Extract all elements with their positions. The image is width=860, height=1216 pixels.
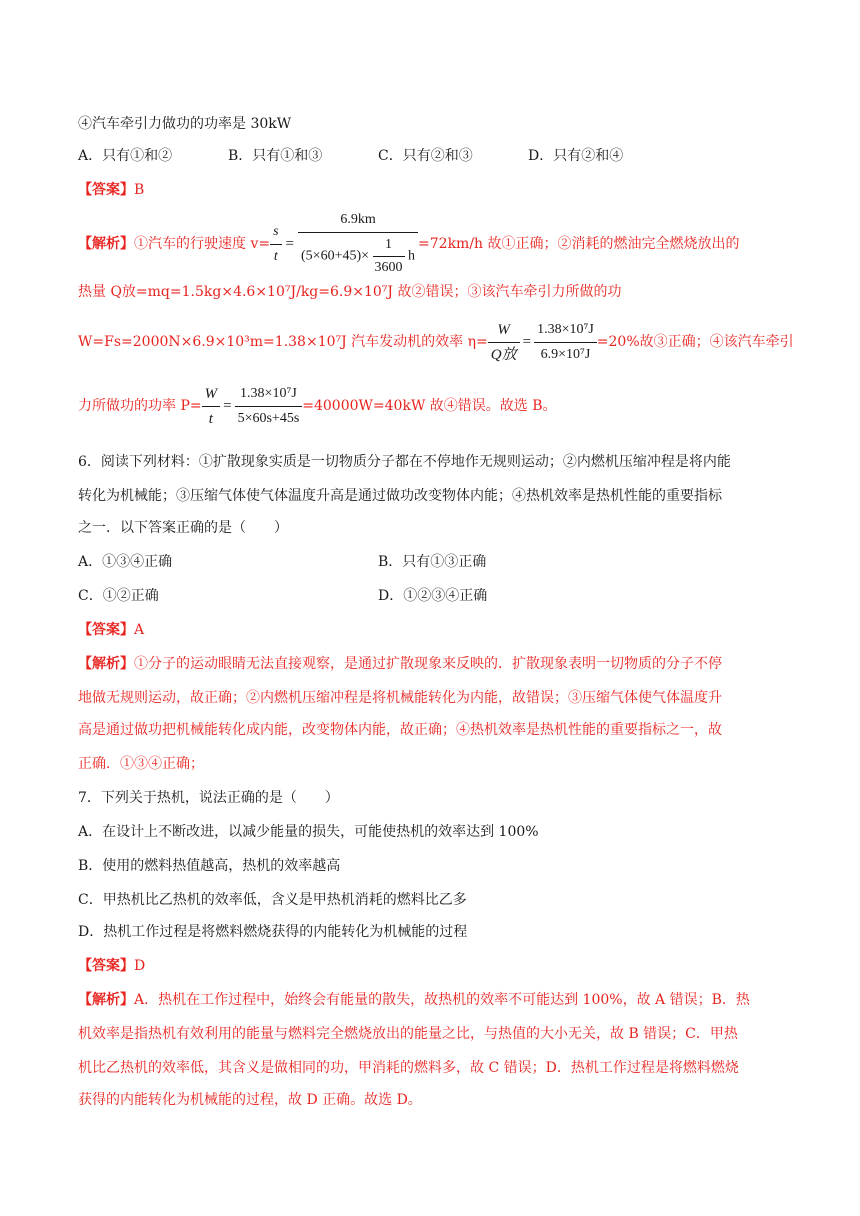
q6-option-c: C．①②正确 (78, 588, 159, 604)
q5-answer (78, 180, 784, 200)
q6-answer (78, 620, 784, 640)
analysis-tag: 【解析】 (78, 656, 134, 672)
answer-tag: 【答案】 (78, 958, 134, 974)
q7-analysis-line-3: 机比乙热机的效率低，其含义是做相同的功，甲消耗的燃料多，故 C 错误；D．热机工作过程是将燃料燃烧 (78, 1060, 739, 1076)
q7-option-c: C．甲热机比乙热机的效率低，含义是甲热机消耗的燃料比乙多 (78, 892, 467, 908)
q5-option-a: A．只有①和② (78, 148, 173, 164)
q6-stem-line-1: 6．阅读下列材料：①扩散现象实质是一切物质分子都在不停地作无规则运动；②内燃机压缩冲程是将内能 (78, 454, 731, 470)
fraction-one-over-3600: $\frac{1}{3600}$ (374, 237, 403, 275)
q6-stem-line-2: 转化为机械能；③压缩气体使气体温度升高是通过做功改变物体内能；④热机效率是热机性能的重要指标 (78, 488, 722, 504)
q6-stem-line-3: 之一．以下答案正确的是（ ） (78, 520, 288, 536)
q5-analysis-line-4: 力所做功的功率 P= $\frac{W}{t}$ = $\frac{\text{1.38×10⁷J}}{5\times 60s+45s}$ =40000W=40kW 故④错误。故选 B。 (78, 385, 557, 427)
fraction-s-over-t: $\frac{s}{t}$ (270, 222, 281, 267)
analysis-tag: 【解析】 (78, 236, 134, 252)
q7-option-d: D．热机工作过程是将燃料燃烧获得的内能转化为机械能的过程 (78, 924, 468, 940)
q7-analysis-line-4: 获得的内能转化为机械能的过程，故 D 正确。故选 D。 (78, 1092, 422, 1108)
fraction-w-over-t: $\frac{W}{t}$ (202, 384, 221, 429)
analysis-tag: 【解析】 (78, 992, 134, 1008)
q7-analysis-line-1: 【解析】A．热机在工作过程中，始终会有能量的散失，故热机的效率不可能达到 100%，故 A 错误；B．热 (78, 992, 750, 1008)
q5-analysis-line-3: W=Fs=2000N×6.9×10³m=1.38×10⁷J 汽车发动机的效率 η= $\frac{W}{\text{Q放}}$ = $\frac{\text{1.38×10⁷J}}{\text{6.9×10⁷J}}$ =20%故③正确；④该汽车牵引 (78, 321, 794, 363)
q5-analysis-line-1: 【解析】 ①汽车的行驶速度 v= $\frac{s}{t}$ = 6.9km (5×60+45)× $\frac{1}{3600}$ h =72km/h 故①正确；②消耗的燃油完全燃烧放出的 (78, 214, 784, 274)
q6-analysis-line-2: 地做无规则运动，故正确；②内燃机压缩冲程是将机械能转化为内能，故错误；③压缩气体使气体温度升 (78, 690, 722, 706)
fraction-w-over-q: $\frac{W}{\text{Q放}}$ (488, 320, 520, 365)
fraction-efficiency: $\frac{\text{1.38×10⁷J}}{\text{6.9×10⁷J}}$ (534, 320, 597, 365)
q5-analysis-line-2: 热量 Q放=mq=1.5kg×4.6×10⁷J/kg=6.9×10⁷J 故②错误；③该汽车牵引力所做的功 (78, 284, 622, 300)
answer-value: D (134, 958, 146, 974)
analysis-text: =72km/h 故①正确；②消耗的燃油完全燃烧放出的 (418, 236, 740, 252)
fraction-power: $\frac{\text{1.38×10⁷J}}{5\times 60s+45s}$ (235, 384, 303, 429)
q6-analysis-line-4: 正确．①③④正确； (78, 756, 204, 772)
analysis-text: W=Fs=2000N×6.9×10³m=1.38×10⁷J 汽车发动机的效率 η= (78, 334, 488, 350)
q6-option-b: B．只有①③正确 (378, 554, 487, 570)
fraction-speed: 6.9km (5×60+45)× $\frac{1}{3600}$ h (298, 210, 418, 278)
answer-value: B (134, 182, 145, 198)
analysis-text: =40000W=40kW 故④错误。故选 B。 (302, 398, 557, 414)
q7-option-a: A．在设计上不断改进，以减少能量的损失，可能使热机的效率达到 100% (78, 824, 539, 840)
q6-option-d: D．①②③④正确 (378, 588, 488, 604)
q6-option-a: A．①③④正确 (78, 554, 173, 570)
q6-analysis-line-3: 高是通过做功把机械能转化成内能，改变物体内能，故正确；④热机效率是热机性能的重要指标之一，故 (78, 722, 722, 738)
q5-option-c: C．只有②和③ (378, 148, 473, 164)
q7-answer (78, 956, 784, 976)
q5-option-d: D．只有②和④ (528, 148, 624, 164)
analysis-text: ①汽车的行驶速度 v= (134, 236, 271, 252)
answer-tag: 【答案】 (78, 182, 134, 198)
q5-item-4: ④汽车牵引力做功的功率是 30kW (78, 116, 292, 132)
q7-stem: 7．下列关于热机，说法正确的是（ ） (78, 790, 339, 806)
q5-option-b: B．只有①和③ (228, 148, 323, 164)
q7-analysis-line-2: 机效率是指热机有效利用的能量与燃料完全燃烧放出的能量之比，与热值的大小无关，故 B 错误；C．甲热 (78, 1026, 738, 1042)
q6-analysis-line-1: 【解析】①分子的运动眼睛无法直接观察，是通过扩散现象来反映的．扩散现象表明一切物质的分子不停 (78, 656, 722, 672)
q7-option-b: B．使用的燃料热值越高，热机的效率越高 (78, 858, 341, 874)
answer-tag: 【答案】 (78, 622, 134, 638)
analysis-text: =20%故③正确；④该汽车牵引 (596, 334, 794, 350)
analysis-text: 力所做功的功率 P= (78, 398, 202, 414)
answer-value: A (134, 622, 145, 638)
